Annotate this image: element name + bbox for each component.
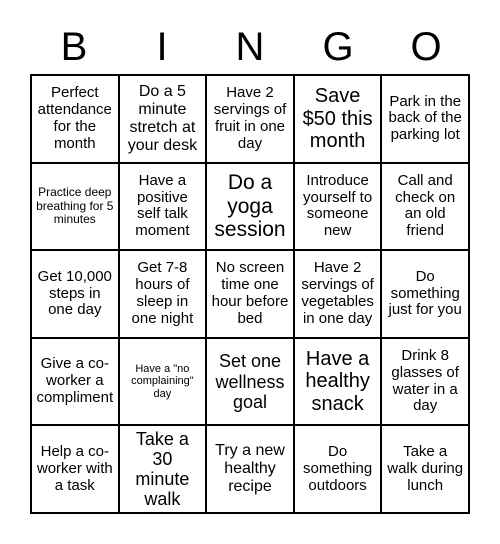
bingo-cell[interactable]: Do something just for you xyxy=(381,250,469,338)
bingo-cell[interactable]: Do a 5 minute stretch at your desk xyxy=(119,75,207,163)
bingo-cell[interactable]: Get 7-8 hours of sleep in one night xyxy=(119,250,207,338)
bingo-cell[interactable]: Have 2 servings of vegetables in one day xyxy=(294,250,382,338)
bingo-cell[interactable]: Perfect attendance for the month xyxy=(31,75,119,163)
bingo-cell[interactable]: Do something outdoors xyxy=(294,425,382,513)
header-letter-g: G xyxy=(322,24,354,69)
bingo-cell[interactable]: Give a co-worker a compliment xyxy=(31,338,119,426)
header-letter-n: N xyxy=(235,24,265,69)
bingo-card xyxy=(30,74,470,514)
bingo-cell[interactable]: Park in the back of the parking lot xyxy=(381,75,469,163)
bingo-cell[interactable]: Save $50 this month xyxy=(294,75,382,163)
bingo-cell[interactable]: Take a walk during lunch xyxy=(381,425,469,513)
header-letter-o: O xyxy=(410,24,442,69)
header-letter-i: I xyxy=(156,24,168,69)
bingo-cell[interactable]: Set one wellness goal xyxy=(206,338,294,426)
header-letter-b: B xyxy=(60,24,88,69)
bingo-header xyxy=(30,18,470,76)
bingo-cell[interactable]: Have a "no complaining" day xyxy=(119,338,207,426)
bingo-cell[interactable]: Have a positive self talk moment xyxy=(119,163,207,251)
bingo-cell[interactable]: Get 10,000 steps in one day xyxy=(31,250,119,338)
bingo-cell[interactable]: Do a yoga session xyxy=(206,163,294,251)
bingo-cell[interactable]: Introduce yourself to someone new xyxy=(294,163,382,251)
bingo-cell[interactable]: No screen time one hour before bed xyxy=(206,250,294,338)
bingo-cell[interactable]: Try a new healthy recipe xyxy=(206,425,294,513)
bingo-cell[interactable]: Have a healthy snack xyxy=(294,338,382,426)
bingo-cell[interactable]: Practice deep breathing for 5 minutes xyxy=(31,163,119,251)
bingo-cell[interactable]: Call and check on an old friend xyxy=(381,163,469,251)
bingo-cell[interactable]: Drink 8 glasses of water in a day xyxy=(381,338,469,426)
bingo-cell[interactable]: Have 2 servings of fruit in one day xyxy=(206,75,294,163)
bingo-cell[interactable]: Help a co-worker with a task xyxy=(31,425,119,513)
bingo-cell[interactable]: Take a 30 minute walk xyxy=(119,425,207,513)
